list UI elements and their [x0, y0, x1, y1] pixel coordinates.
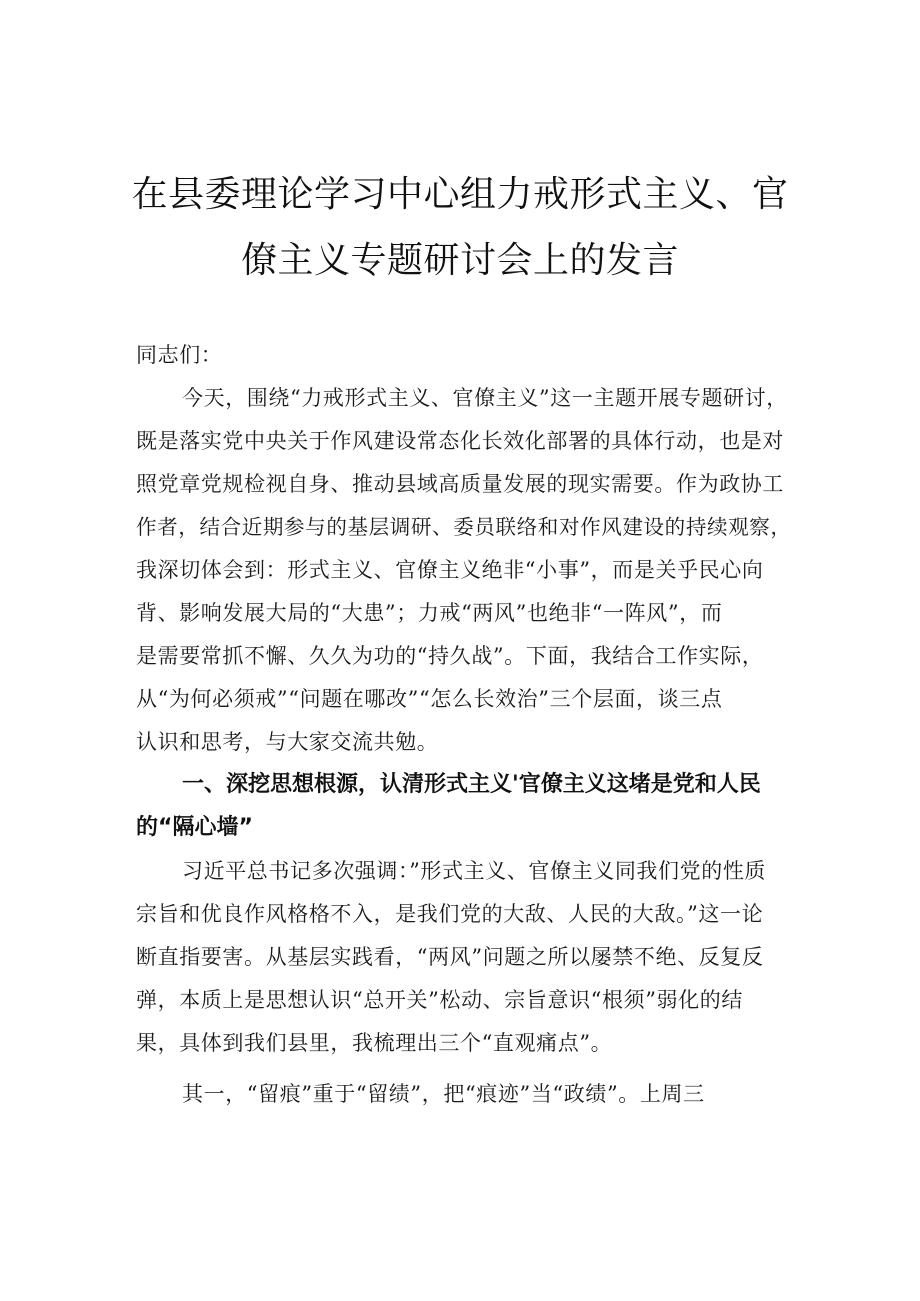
section-1-line: 习近平总书记多次强调：”形式主义、官僚主义同我们党的性质 — [182, 859, 767, 883]
intro-line: 今天，围绕“力戒形式主义、官僚主义”这一主题开展专题研讨， — [182, 386, 788, 410]
document-title-line-1: 在县委理论学习中心组力戒形式主义、官 — [131, 174, 789, 215]
section-1-line: 断直指要害。从基层实践看，“两风”问题之所以屡禁不绝、反复反 — [136, 945, 764, 969]
section-1-line: 果，具体到我们县里，我梳理出三个“直观痛点”。 — [136, 1031, 613, 1055]
salutation: 同志们： — [136, 343, 223, 367]
intro-line: 是需要常抓不懈、久久为功的“持久战”。下面，我结合工作实际， — [136, 644, 764, 668]
intro-line: 作者，结合近期参与的基层调研、委员联络和对作风建设的持续观察， — [136, 515, 792, 539]
intro-line: 从“为何必须戒”“问题在哪改”“怎么长效治”三个层面，谈三点 — [136, 687, 723, 711]
intro-line: 既是落实党中央关于作风建设常态化长效化部署的具体行动，也是对 — [136, 429, 784, 453]
intro-line: 照党章党规检视自身、推动县域高质量发展的现实需要。作为政协工 — [136, 472, 784, 496]
section-1-heading: 的“隔心墙” — [136, 815, 253, 840]
section-1-line: 弹，本质上是思想认识“总开关”松动、宗旨意识“根须”弱化的结 — [136, 988, 743, 1012]
intro-line: 我深切体会到：形式主义、官僚主义绝非“小事”，而是关乎民心向 — [136, 558, 764, 582]
intro-line: 背、影响发展大局的“大患”；力戒“两风”也绝非“一阵风”，而 — [136, 601, 723, 625]
document-title-line-2: 僚主义专题研讨会上的发言 — [240, 240, 679, 281]
point-1-line: 其一，“留痕”重于“留绩”，把“痕迹”当“政绩”。上周三 — [182, 1082, 705, 1106]
section-1-heading: 一、深挖思想根源，认清形式主义'官僚主义这堵是党和人民 — [182, 772, 761, 797]
intro-line: 认识和思考，与大家交流共勉。 — [136, 730, 439, 754]
section-1-line: 宗旨和优良作风格格不入，是我们党的大敌、人民的大敌。”这一论 — [136, 902, 764, 926]
